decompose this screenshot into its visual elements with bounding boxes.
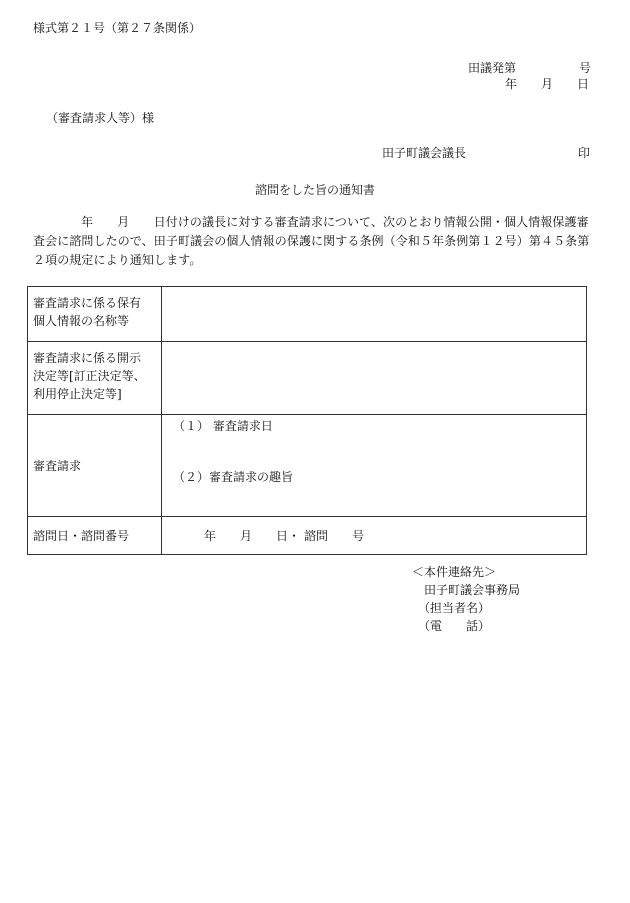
personal-info-name-value — [162, 287, 587, 342]
contact-person: （担当者名） — [418, 601, 491, 615]
issue-date-year: 年 — [505, 77, 518, 91]
consult-month: 月 — [240, 528, 253, 543]
label-line: 利用停止決定等] — [33, 387, 122, 401]
contact-office: 田子町議会事務局 — [424, 583, 521, 597]
notice-body: 年 月 日付けの議長に対する審査請求について、次のとおり情報公開・個人情報保護審査会に諮問したので、田子町議会の個人情報の保護に関する条例（令和５年条例第１２号）第４５条第２項の規定により通知します。 — [33, 215, 590, 267]
info-table — [27, 286, 587, 555]
consult-date-number-label: 諮問日・諮問番号 — [28, 517, 162, 555]
review-request-value — [162, 415, 587, 517]
disclosure-decision-label — [28, 342, 162, 415]
label-line: 審査請求に係る保有 — [33, 296, 142, 310]
document-title: 諮問をした旨の通知書 — [254, 183, 375, 197]
table-row — [28, 342, 587, 415]
contact-phone: （電 話） — [418, 619, 491, 633]
consult-day: 日・ — [276, 528, 301, 543]
issue-date-day: 日 — [577, 77, 590, 91]
table-row — [28, 517, 587, 555]
label-line: 個人情報の名称等 — [33, 314, 130, 328]
disclosure-decision-value — [162, 342, 587, 415]
review-request-purpose-item: （２）審査請求の趣旨 — [173, 470, 294, 484]
consult-date-number-value — [162, 517, 587, 555]
consult-number: 号 — [352, 528, 365, 543]
table-row — [28, 287, 587, 342]
contact-heading: ＜本件連絡先＞ — [412, 565, 497, 579]
review-request-date-item: （１） 審査請求日 — [173, 419, 273, 433]
review-request-label: 審査請求 — [28, 415, 162, 517]
label-line: 決定等[訂正決定等、 — [33, 369, 146, 383]
consult-label: 諮問 — [304, 528, 329, 543]
document-number-suffix: 号 — [579, 61, 592, 75]
document-number-prefix: 田議発第 — [468, 61, 517, 75]
sender-name: 田子町議会議長 — [382, 146, 467, 160]
label-line: 審査請求に係る開示 — [33, 351, 142, 365]
addressee: （審査請求人等）様 — [46, 111, 155, 125]
contact-block — [412, 563, 520, 635]
form-number: 様式第２１号（第２７条関係） — [33, 21, 202, 35]
personal-info-name-label — [28, 287, 162, 342]
seal-mark: 印 — [578, 146, 591, 160]
table-row — [28, 415, 587, 517]
issue-date-month: 月 — [541, 77, 554, 91]
issue-date — [505, 78, 589, 90]
consult-year: 年 — [204, 528, 217, 543]
